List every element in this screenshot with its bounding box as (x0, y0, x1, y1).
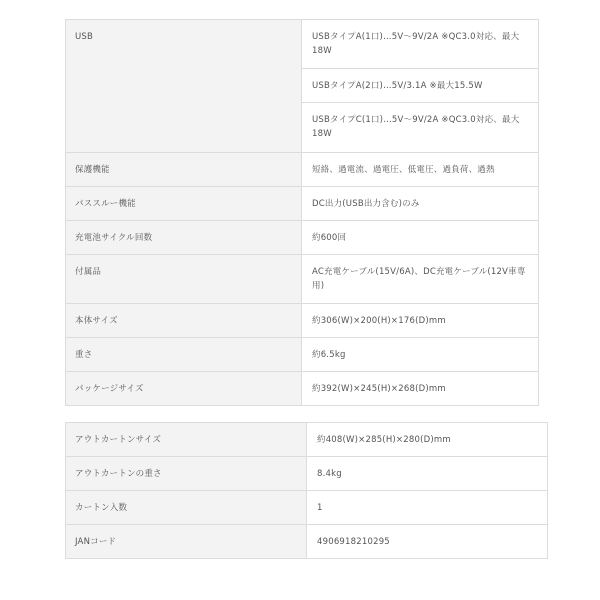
spec-value: 4906918210295 (307, 525, 548, 559)
spec-value: 約392(W)×245(H)×268(D)mm (302, 372, 539, 406)
table-row (66, 423, 548, 457)
spec-label: 付属品 (66, 255, 302, 304)
table-row (66, 525, 548, 559)
spec-value: 約306(W)×200(H)×176(D)mm (302, 304, 539, 338)
table-row (66, 255, 539, 304)
table-row (66, 457, 548, 491)
carton-spec-table (65, 422, 548, 559)
spec-value-usb-a2: USBタイプA(2口)…5V/3.1A ※最大15.5W (302, 69, 539, 103)
table-row (66, 372, 539, 406)
spec-value-usb-a1: USBタイプA(1口)…5V〜9V/2A ※QC3.0対応、最大18W (302, 20, 539, 69)
spec-label: カートン入数 (66, 491, 307, 525)
spec-label: 保護機能 (66, 153, 302, 187)
spec-table (65, 19, 539, 406)
spec-value: 約6.5kg (302, 338, 539, 372)
spec-value: 1 (307, 491, 548, 525)
table-row (66, 187, 539, 221)
spec-value: DC出力(USB出力含む)のみ (302, 187, 539, 221)
spec-label: 充電池サイクル回数 (66, 221, 302, 255)
table-row (66, 20, 539, 69)
spec-value: 8.4kg (307, 457, 548, 491)
spec-label: 本体サイズ (66, 304, 302, 338)
spec-label: アウトカートンの重さ (66, 457, 307, 491)
table-row (66, 221, 539, 255)
spec-label: アウトカートンサイズ (66, 423, 307, 457)
spec-label: パッケージサイズ (66, 372, 302, 406)
spec-value-usb-c1: USBタイプC(1口)…5V〜9V/2A ※QC3.0対応、最大18W (302, 103, 539, 153)
spec-label: 重さ (66, 338, 302, 372)
spec-value: 約600回 (302, 221, 539, 255)
spec-label-usb: USB (66, 20, 302, 153)
table-row (66, 338, 539, 372)
spec-label: パススルー機能 (66, 187, 302, 221)
spec-value: 短絡、過電流、過電圧、低電圧、過負荷、過熱 (302, 153, 539, 187)
table-row (66, 153, 539, 187)
spec-label: JANコード (66, 525, 307, 559)
spec-value: 約408(W)×285(H)×280(D)mm (307, 423, 548, 457)
spec-value: AC充電ケーブル(15V/6A)、DC充電ケーブル(12V車専用) (302, 255, 539, 304)
table-row (66, 304, 539, 338)
table-row (66, 491, 548, 525)
